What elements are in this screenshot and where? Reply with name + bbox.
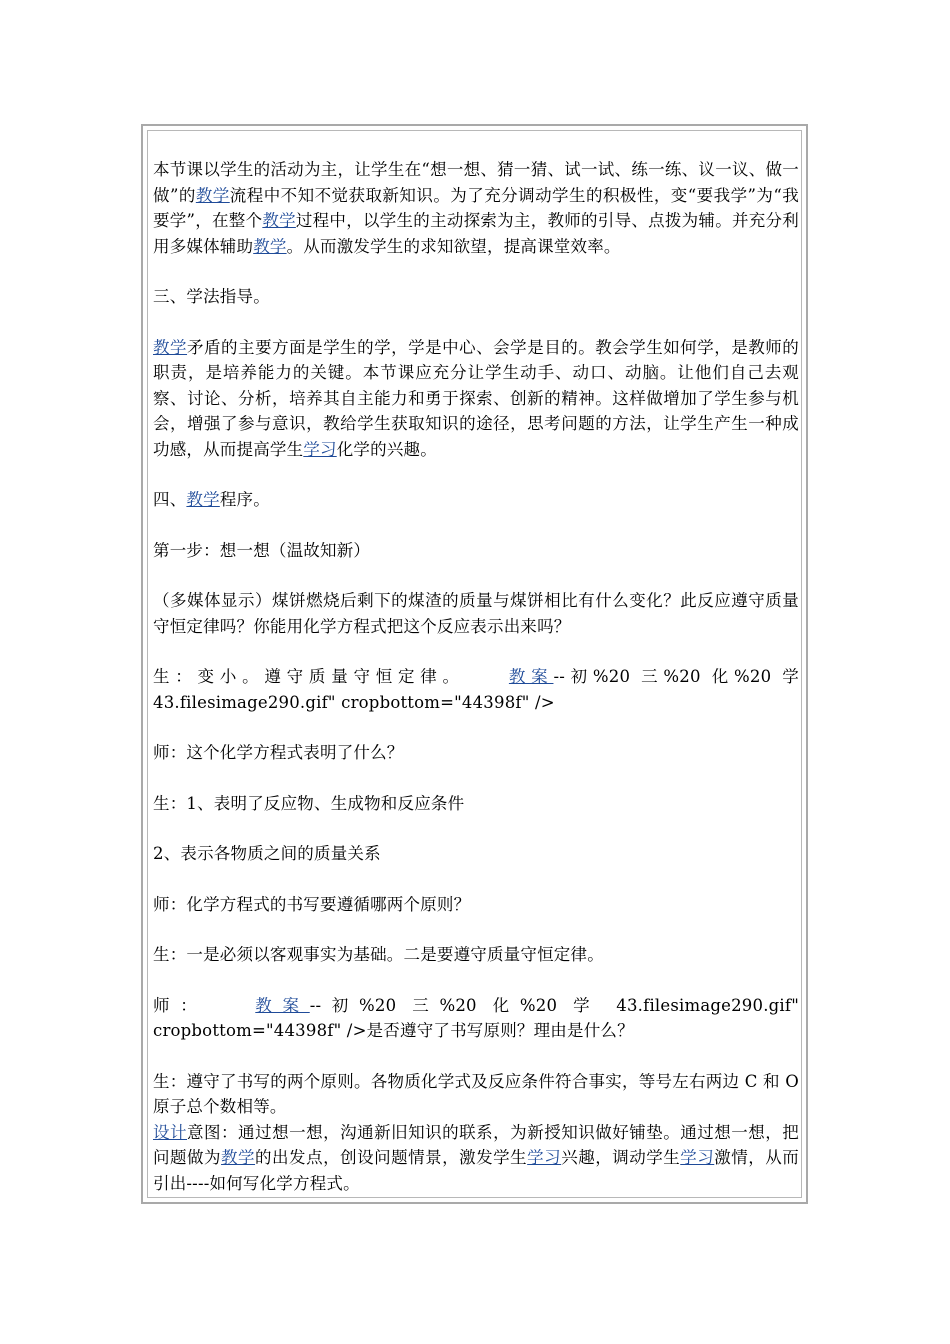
paragraph-text: 流程中不知不觉获取新知识。为了充分调动学生的积极性，变“要我学”为“我要学”，在整个: [153, 185, 799, 230]
paragraph-text: 激情，从而引出----如何写化学方程式。: [153, 1148, 799, 1193]
paragraph: [153, 791, 799, 817]
paragraph-text: 过程中，以学生的主动探索为主，教师的引导、点拨为辅。并充分利用多媒体辅助: [153, 211, 799, 256]
paragraph: [153, 335, 799, 463]
paragraph: [153, 538, 799, 564]
keyword-link[interactable]: 教案: [508, 667, 554, 686]
paragraph-text: 的出发点，创设问题情景，激发学生: [255, 1148, 528, 1167]
keyword-link[interactable]: 学习: [680, 1148, 715, 1167]
paragraph-text: 矛盾的主要方面是学生的学，学是中心、会学是目的。教会学生如何学，是教师的职责，是培养能力的关键。本节课应充分让学生动手、动口、动脑。让他们自己去观察、讨论、分析，培养其自主能力和勇于探索、创新的精神。这样做增加了学生参与机会，增强了参与意识，教给学生获取知识的途径，思考问题的方法，让学生产生一种成功感，从而提高学生: [153, 337, 800, 459]
paragraph: [153, 588, 799, 639]
paragraph-text: 意图：通过想一想，沟通新旧知识的联系，为新授知识做好铺垫。通过想一想，把问题做为: [153, 1122, 800, 1167]
keyword-link[interactable]: 教学: [186, 490, 220, 509]
keyword-link[interactable]: 教案: [255, 995, 310, 1015]
paragraph: [153, 1069, 805, 1120]
keyword-link[interactable]: 学习: [527, 1148, 562, 1167]
paragraph-text: 三、学法指导。: [153, 287, 270, 306]
paragraph-text: 师：: [153, 995, 256, 1015]
keyword-link[interactable]: 教学: [262, 211, 296, 230]
paragraph: [153, 841, 799, 867]
paragraph-text: 第一步：想一想（温故知新）: [153, 540, 371, 560]
paragraph-text: 兴趣，调动学生: [561, 1148, 681, 1167]
paragraph-text: --初%20 三%20 化%20 学 43.filesimage290.gif" cropbottom="44398f" />: [153, 667, 805, 712]
keyword-link[interactable]: 教学: [221, 1148, 256, 1167]
paragraph-text: 程序。: [219, 490, 270, 509]
paragraph: [153, 1120, 799, 1197]
paragraph-text: 。从而激发学生的求知欲望，提高课堂效率。: [286, 236, 621, 256]
keyword-link[interactable]: 设计: [153, 1122, 188, 1142]
paragraph-text: （多媒体显示）煤饼燃烧后剩下的煤渣的质量与煤饼相比有什么变化？此反应遵守质量守恒定律吗？你能用化学方程式把这个反应表示出来吗？: [153, 591, 799, 636]
paragraph-text: 化学的兴趣。: [336, 439, 437, 459]
keyword-link[interactable]: 教学: [153, 337, 188, 357]
paragraph: [153, 664, 805, 715]
paragraph-text: 师：化学方程式的书写要遵循哪两个原则？: [153, 894, 471, 914]
keyword-link[interactable]: 教学: [253, 236, 287, 256]
paragraph: [153, 993, 805, 1044]
paragraph-text: 2、表示各物质之间的质量关系: [153, 844, 381, 863]
paragraph-text: 师：这个化学方程式表明了什么？: [153, 743, 404, 762]
paragraph: [153, 284, 799, 310]
paragraph-text: 生：1、表明了反应物、生成物和反应条件: [153, 793, 465, 813]
paragraph: [153, 157, 799, 259]
paragraph: [153, 942, 799, 968]
keyword-link[interactable]: 教学: [195, 185, 230, 205]
keyword-link[interactable]: 学习: [303, 439, 337, 459]
lesson-text: [153, 157, 805, 1196]
table-cell: [147, 130, 805, 1198]
document-table: [141, 124, 808, 1204]
paragraph-text: 生：一是必须以客观事实为基础。二是要遵守质量守恒定律。: [153, 945, 604, 964]
paragraph-text: 生：变小。遵守质量守恒定律。: [153, 667, 509, 686]
paragraph-text: --初%20 三%20 化%20 学 43.filesimage290.gif" cropbottom="44398f" />是否遵守了书写原则？理由是什么？: [153, 995, 805, 1040]
paragraph-text: 生：遵守了书写的两个原则。各物质化学式及反应条件符合事实，等号左右两边 C 和 O 原子总个数相等。: [153, 1071, 805, 1116]
paragraph: [153, 740, 799, 766]
paragraph-text: 四、: [153, 490, 187, 509]
paragraph: [153, 487, 799, 513]
paragraph-text: 本节课以学生的活动为主，让学生在“想一想、猜一猜、试一试、练一练、议一议、做一做”的: [153, 160, 799, 205]
paragraph: [153, 892, 799, 918]
